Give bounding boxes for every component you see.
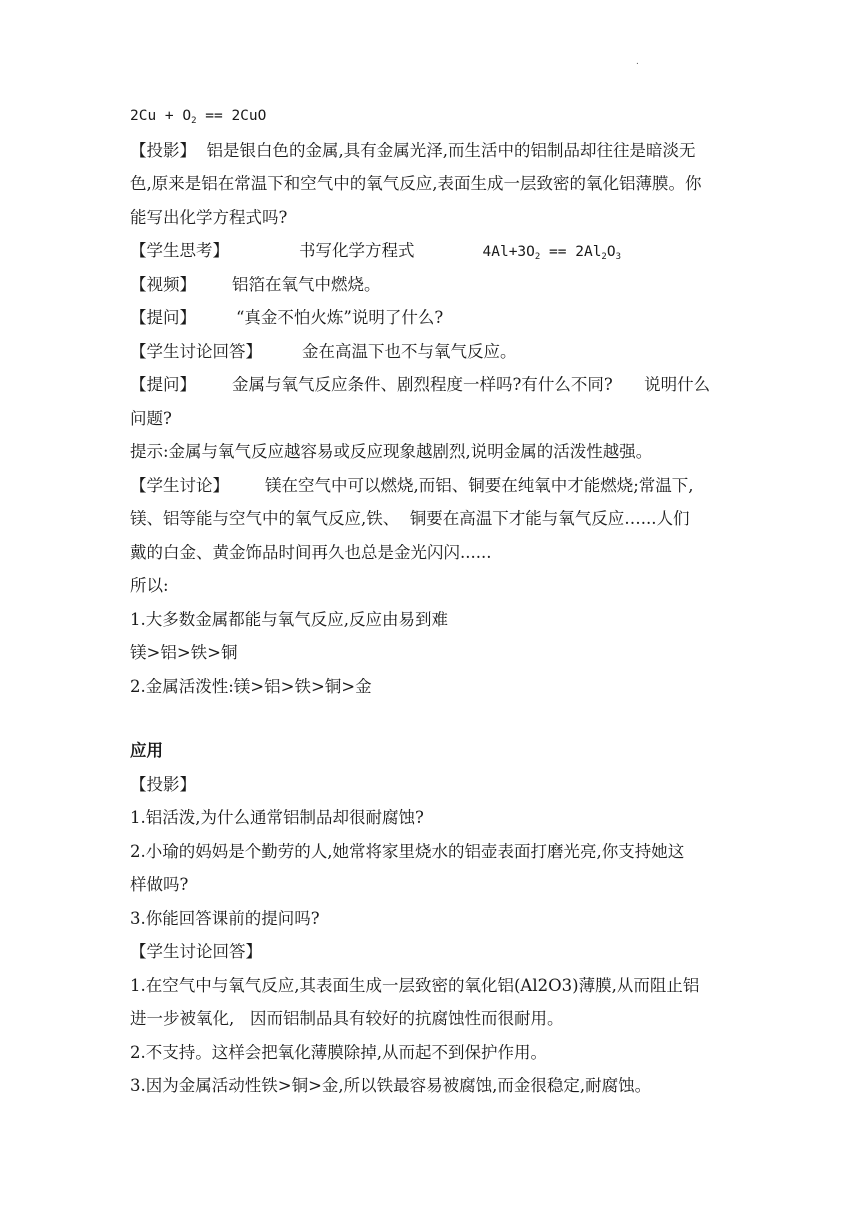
- section-tag: 【学生讨论回答】: [130, 341, 262, 361]
- paragraph-text: 铝是银白色的金属,具有金属光泽,而生活中的铝制品却往往是暗淡无: [196, 140, 696, 160]
- application-heading: 应用: [130, 741, 163, 760]
- document-body: [130, 100, 730, 1103]
- student-think-line: [130, 234, 730, 268]
- conclusion-point-2: 2.金属活泼性:镁>铝>铁>铜>金: [130, 676, 372, 696]
- video-line: [130, 268, 730, 302]
- equation-rhs: == 2CuO: [196, 108, 267, 124]
- section-tag: 【提问】: [130, 308, 196, 327]
- equation-lhs: 2Cu + O: [130, 108, 192, 124]
- discussion-2-text: 镁在空气中可以燃烧,而铝、铜要在纯氧中才能燃烧;常温下,: [265, 475, 694, 495]
- page-marker: .: [636, 56, 639, 67]
- question-2-line-1: [130, 368, 730, 402]
- answer-2: 2.不支持。这样会把氧化薄膜除掉,从而起不到保护作用。: [130, 1042, 547, 1062]
- aluminum-oxidation-equation: $4Al+3O_2 == 2Al_2O_3$: [482, 244, 621, 262]
- conclusion-point-1: 1.大多数金属都能与氧气反应,反应由易到难: [130, 609, 448, 629]
- section-spacer: [130, 703, 730, 734]
- equation-subscript: 2: [191, 116, 197, 126]
- projection-paragraph-line-2: 色,原来是铝在常温下和空气中的氧气反应,表面生成一层致密的氧化铝薄膜。你: [130, 174, 702, 193]
- conclusion-intro: 所以:: [130, 576, 169, 595]
- question-2-line-2: 问题?: [130, 408, 172, 428]
- answer-1-line-1: 1.在空气中与氧气反应,其表面生成一层致密的氧化铝(Al2O3)薄膜,从而阻止铝: [130, 975, 700, 995]
- hint-line: 提示:金属与氧气反应越容易或反应现象越剧烈,说明金属的活泼性越强。: [130, 442, 653, 461]
- section-tag: 【提问】: [130, 375, 196, 394]
- application-question-1: 1.铝活泼,为什么通常铝制品却很耐腐蚀?: [130, 808, 424, 827]
- application-question-2-line-2: 样做吗?: [130, 875, 189, 894]
- discussion-2-line-2: 镁、铝等能与空气中的氧气反应,铁、 铜要在高温下才能与氧气反应…...人们: [130, 509, 690, 528]
- answers-tag: 【学生讨论回答】: [130, 942, 262, 961]
- projection-paragraph-line-3: 能写出化学方程式吗?: [130, 207, 288, 227]
- section-tag: 【视频】: [130, 274, 196, 294]
- answer-3: 3.因为金属活动性铁>铜>金,所以铁最容易被腐蚀,而金很稳定,耐腐蚀。: [130, 1076, 652, 1095]
- answer-1-line-2: 进一步被氧化, 因而铝制品具有较好的抗腐蚀性而很耐用。: [130, 1009, 564, 1028]
- discussion-1-line: [130, 335, 730, 369]
- question-1-line: [130, 301, 730, 335]
- application-projection-tag: 【投影】: [130, 774, 196, 794]
- section-tag: 【投影】: [130, 140, 196, 160]
- section-tag: 【学生讨论】: [130, 475, 229, 495]
- discussion-2-line-1: [130, 469, 730, 503]
- conclusion-order-1: 镁>铝>铁>铜: [130, 643, 238, 662]
- student-think-text: 书写化学方程式: [299, 241, 415, 260]
- discussion-2-line-3: 戴的白金、黄金饰品时间再久也总是金光闪闪......: [130, 542, 492, 562]
- discussion-1-text: 金在高温下也不与氧气反应。: [302, 341, 517, 361]
- question-1-text: “真金不怕火炼”说明了什么?: [236, 308, 444, 327]
- application-question-2-line-1: 2.小瑜的妈妈是个勤劳的人,她常将家里烧水的铝壶表面打磨光亮,你支持她这: [130, 841, 685, 861]
- section-tag: 【学生思考】: [130, 241, 229, 260]
- application-question-3: 3.你能回答课前的提问吗?: [130, 908, 320, 928]
- projection-paragraph-line-1: [130, 134, 730, 168]
- copper-oxidation-equation: [130, 100, 730, 134]
- question-2-text: 金属与氧气反应条件、剧烈程度一样吗?有什么不同? 说明什么: [232, 375, 711, 394]
- video-text: 铝箔在氧气中燃烧。: [232, 274, 381, 294]
